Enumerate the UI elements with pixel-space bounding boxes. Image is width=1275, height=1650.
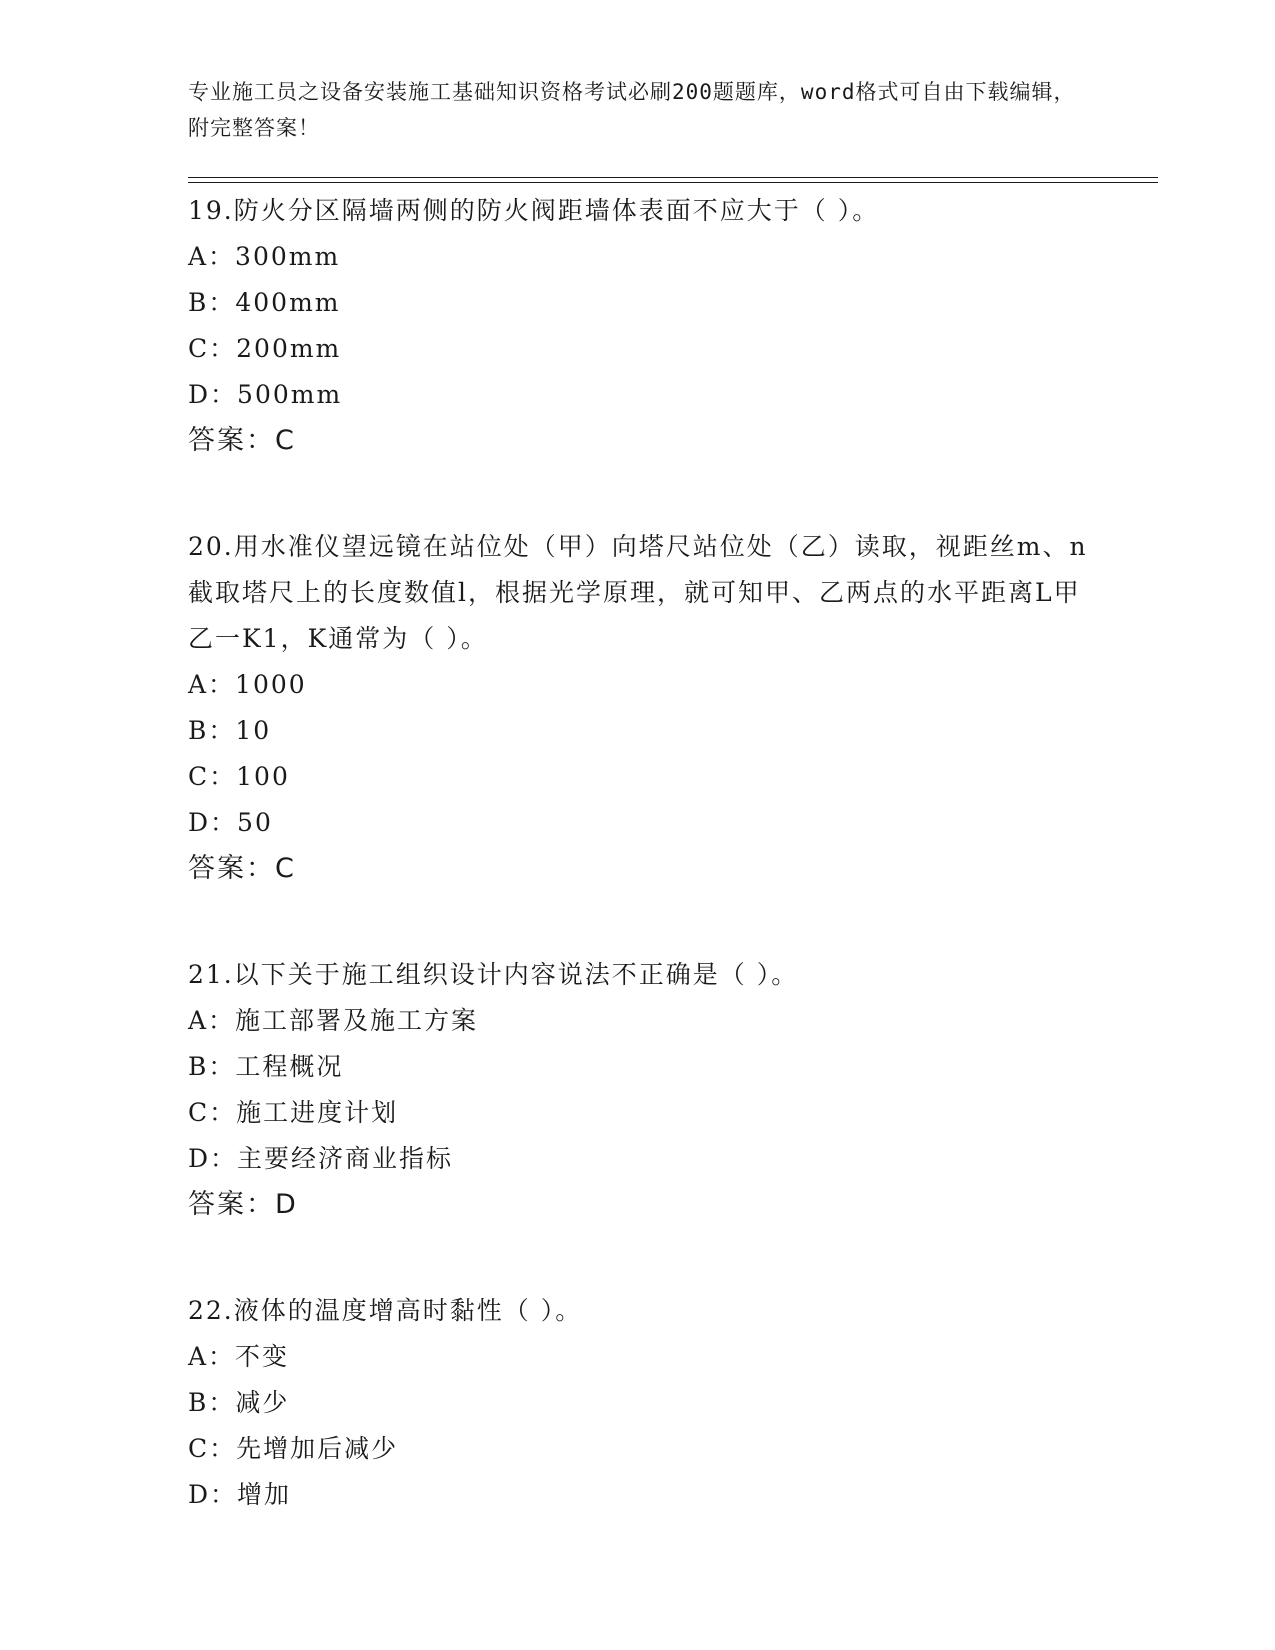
question-21	[188, 952, 1088, 1228]
option-c: C：先增加后减少	[188, 1434, 399, 1463]
option-b: B：工程概况	[188, 1052, 344, 1081]
option-a: A：1000	[188, 670, 307, 699]
answer-line: 答案：D	[188, 1189, 298, 1220]
question-stem: 22.液体的温度增高时黏性（ ）。	[188, 1296, 583, 1325]
question-20	[188, 524, 1088, 892]
header-divider-bottom	[188, 182, 1158, 183]
option-a: A：300mm	[188, 242, 341, 271]
option-b: B：400mm	[188, 288, 341, 317]
option-d: D：增加	[188, 1480, 292, 1509]
option-b: B：10	[188, 716, 272, 745]
question-spacer	[188, 1228, 1088, 1288]
option-c: C：200mm	[188, 334, 342, 363]
answer-line: 答案：C	[188, 853, 296, 884]
option-d: D：500mm	[188, 380, 343, 409]
document-header: 专业施工员之设备安装施工基础知识资格考试必刷200题题库，word格式可自由下载编辑，附完整答案！	[188, 80, 1076, 140]
option-d: D：50	[188, 808, 273, 837]
option-c: C：施工进度计划	[188, 1098, 399, 1127]
option-d: D：主要经济商业指标	[188, 1144, 454, 1173]
question-spacer	[188, 464, 1088, 524]
question-stem: 20.用水准仪望远镜在站位处（甲）向塔尺站位处（乙）读取，视距丝m、n截取塔尺上的长度数值l，根据光学原理，就可知甲、乙两点的水平距离L甲乙一K1，K通常为（ ）。	[188, 532, 1088, 653]
option-a: A：不变	[188, 1342, 290, 1371]
header-divider-top	[188, 177, 1158, 178]
option-c: C：100	[188, 762, 290, 791]
question-stem: 21.以下关于施工组织设计内容说法不正确是（ ）。	[188, 960, 799, 989]
question-stem: 19.防火分区隔墙两侧的防火阀距墙体表面不应大于（ ）。	[188, 196, 880, 225]
answer-line: 答案：C	[188, 425, 296, 456]
option-b: B：减少	[188, 1388, 290, 1417]
question-19	[188, 188, 1088, 464]
option-a: A：施工部署及施工方案	[188, 1006, 479, 1035]
question-spacer	[188, 892, 1088, 952]
question-22	[188, 1288, 1088, 1518]
question-list	[188, 188, 1088, 1518]
